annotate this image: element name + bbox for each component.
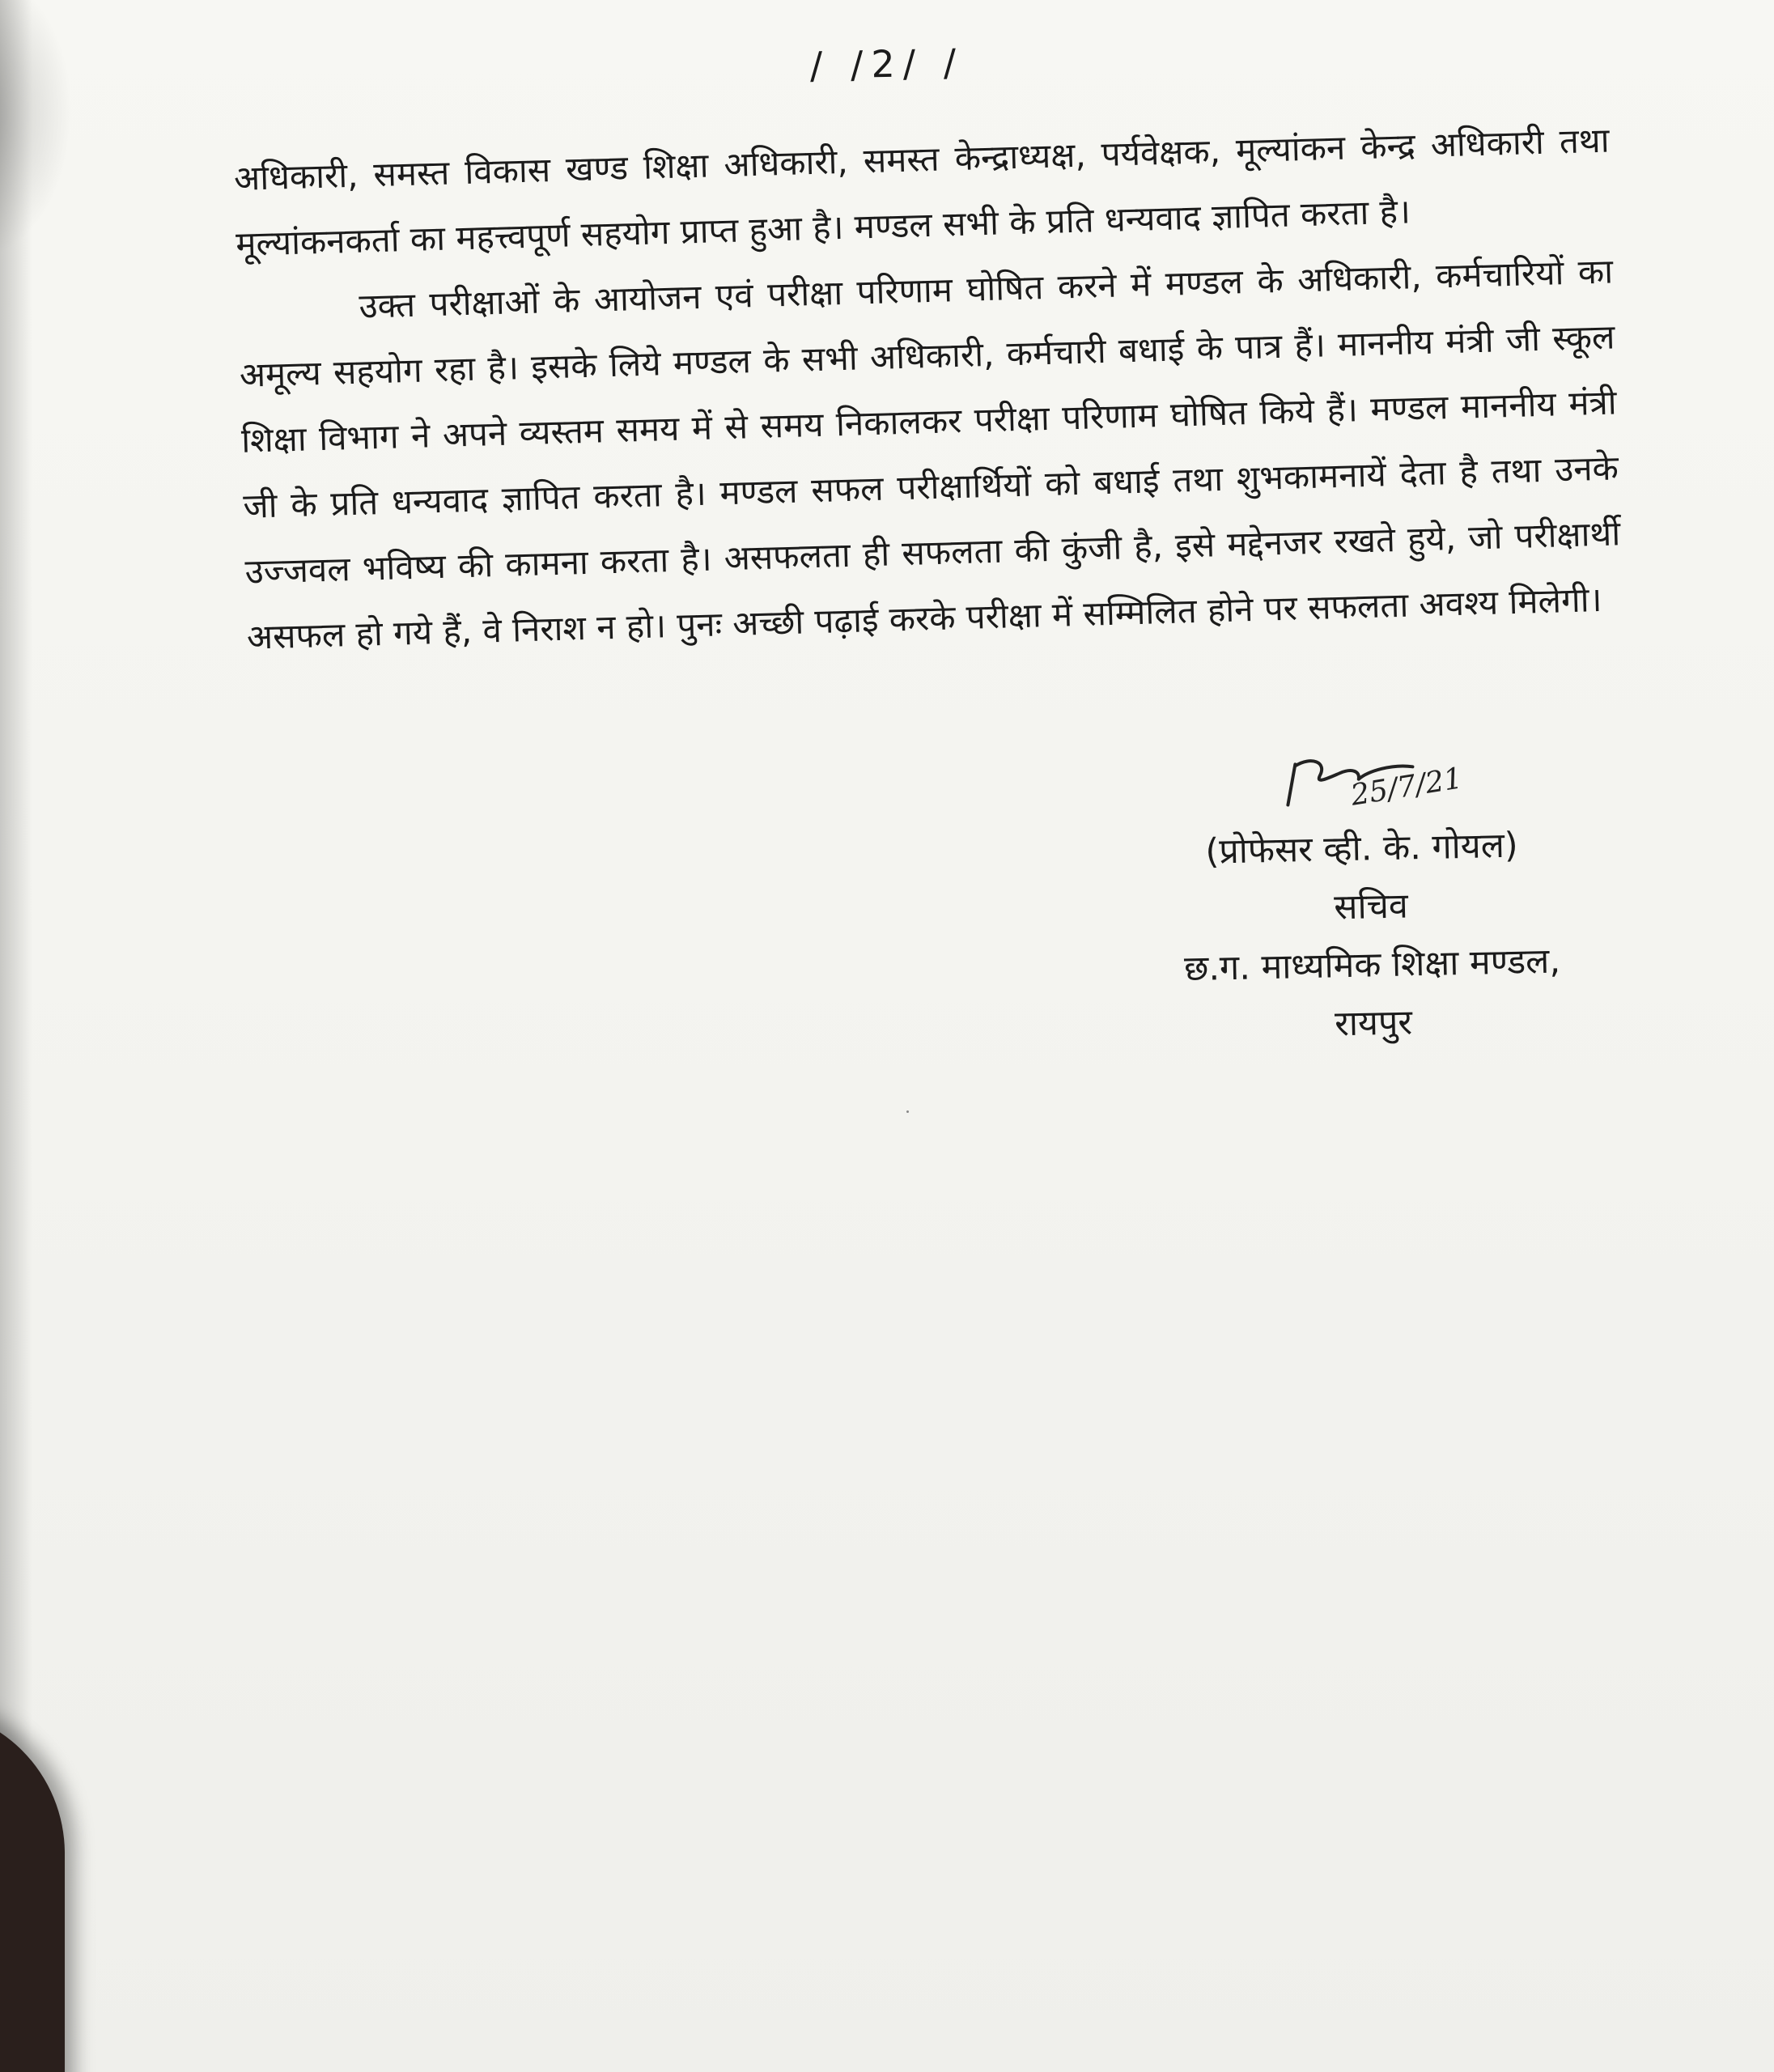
page-number: / /2/ /	[809, 40, 965, 87]
paper-speck	[906, 1110, 909, 1113]
signatory-designation: सचिव	[1333, 885, 1409, 928]
svg-text:25/7/21: 25/7/21	[1348, 762, 1465, 813]
handwritten-signature	[1271, 744, 1515, 822]
signatory-city: रायपुर	[1334, 1002, 1413, 1045]
signature-block	[1076, 741, 1666, 1059]
paragraph-2: उक्त परीक्षाओं के आयोजन एवं परीक्षा परिणाम घोषित करने में मण्डल के अधिकारी, कर्मचारियों का अमूल्य सहयोग रहा है। इसके लिये मण्डल के सभी अधिकारी, कर्मचारी बधाई के पात्र हैं। माननीय मंत्री जी स्कूल शिक्षा विभाग ने अपने व्यस्तम समय में से समय निकालकर परीक्षा परिणाम घोषित किये हैं। मण्डल माननीय मंत्री जी के प्रति धन्यवाद ज्ञापित करता है। मण्डल सफल परीक्षार्थियों को बधाई तथा शुभकामनायें देता है तथा उनके उज्जवल भविष्य की कामना करता है। असफलता ही सफलता की कुंजी है, इसे मद्देनजर रखते हुये, जो परीक्षार्थी असफल हो गये हैं, वे निराश न हो। पुनः अच्छी पढ़ाई करके परीक्षा में सम्मिलित होने पर सफलता अवश्य मिलेगी।	[239, 251, 1621, 657]
signatory-name: (प्रोफेसर व्ही. के. गोयल)	[1204, 825, 1519, 873]
signatory-organization: छ.ग. माध्यमिक शिक्षा मण्डल,	[1183, 940, 1561, 990]
background-object	[0, 1708, 65, 2072]
paragraph-1: अधिकारी, समस्त विकास खण्ड शिक्षा अधिकारी, समस्त केन्द्राध्यक्ष, पर्यवेक्षक, मूल्यांकन केन्द्र अधिकारी तथा मूल्यांकनकर्ता का महत्त्वपूर्ण सहयोग प्राप्त हुआ है। मण्डल सभी के प्रति धन्यवाद ज्ञापित करता है।	[233, 120, 1611, 264]
letter-body	[233, 108, 1623, 670]
